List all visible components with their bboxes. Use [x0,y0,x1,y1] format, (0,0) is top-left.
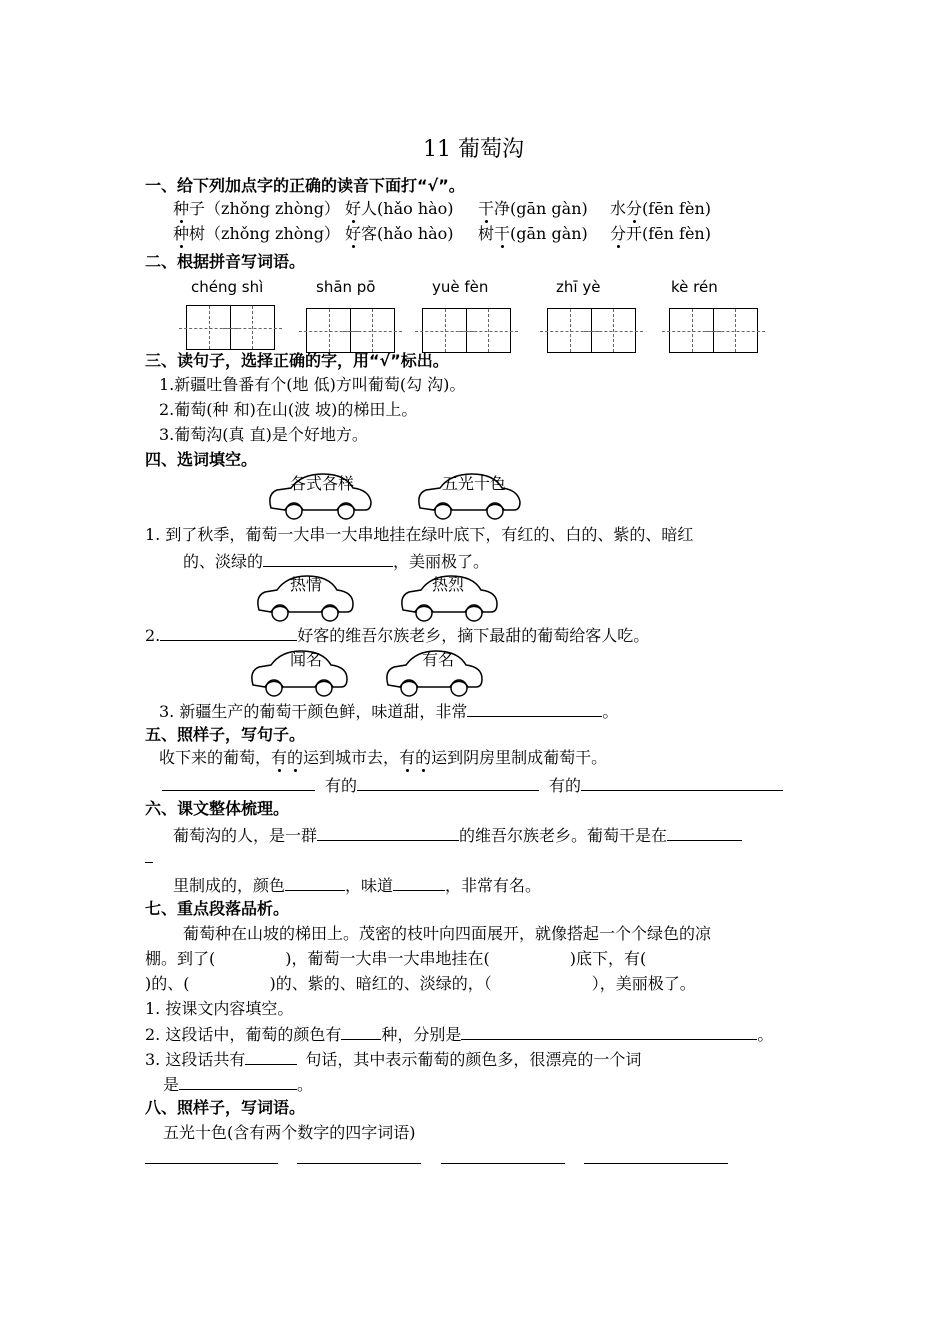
s5-sample-sentence: 收下来的葡萄，有的运到城市去，有的运到阴房里制成葡萄干。 [159,748,608,767]
car-word-4: 热烈 [432,575,465,594]
s4-q1-line-a: 1. 到了秋季，葡萄一大串一大串地挂在绿叶底下，有红的、白的、紫的、暗红 [145,525,694,544]
section-8-heading: 八、照样子，写词语。 [145,1098,306,1117]
pinyin-1: chéng shì [191,278,264,296]
pinyin-3: yuè fèn [432,278,489,296]
answer-blank[interactable] [160,626,297,641]
section-5-heading: 五、照样子，写句子。 [145,725,306,744]
emphasis-dot: 干 [478,199,495,218]
emphasis-dot: 干 [494,224,511,243]
s6-line-1: 葡萄沟的人，是一群 的维吾尔族老乡。葡萄干是在 [173,826,742,844]
answer-blank[interactable] [393,876,445,891]
s1-row2-item-d: 分开(fēn fèn) [610,224,711,243]
section-3-heading: 三、读句子，选择正确的字，用“√”标出。 [145,351,449,370]
s1-row2-item-a: 种树（zhǒng zhòng） [173,224,340,243]
emphasis-dot: 种 [173,224,190,243]
s3-line-3: 3.葡萄沟(真 直)是个好地方。 [159,425,368,444]
s3-line-1: 1.新疆吐鲁番有个(地 低)方叫葡萄(勾 沟)。 [159,375,466,394]
writing-grid-4[interactable] [547,308,636,353]
s1-row1-item-c: 干净(gān gàn) [478,199,588,218]
answer-blank[interactable] [667,826,742,841]
answer-blank[interactable] [357,776,539,791]
s1-row1-item-d: 水分(fēn fèn) [610,199,711,218]
s6-line-2: 里制成的，颜色 ，味道 ，非常有名。 [173,876,542,895]
pinyin-4: zhī yè [556,278,601,296]
writing-grid-3[interactable] [422,308,511,353]
pinyin-2: shān pō [316,278,376,296]
s8-sample: 五光十色(含有两个数字的四字词语) [163,1123,416,1142]
writing-grid-5[interactable] [669,308,758,353]
car-word-2: 五光十色 [442,474,507,493]
emphasis-dot: 好 [345,224,362,243]
s3-line-2: 2.葡萄(种 和)在山(波 坡)的梯田上。 [159,400,418,419]
s7-paragraph-line-1: 葡萄种在山坡的梯田上。茂密的枝叶向四面展开，就像搭起一个个绿色的凉 [183,924,712,943]
page-title: 11 葡萄沟 [423,137,524,162]
section-4-heading: 四、选词填空。 [145,450,258,469]
emphasis-dot: 分 [626,199,643,218]
answer-blank-tail [145,862,153,863]
emphasis-dot: 分 [610,224,627,243]
emphasis-dot: 种 [173,199,190,218]
emphasis-dot: 的 [415,748,432,767]
answer-blank[interactable] [145,1163,278,1164]
emphasis-dot: 有 [271,748,288,767]
answer-blank[interactable] [461,1025,757,1040]
answer-blank[interactable] [263,552,393,567]
answer-blank[interactable] [467,702,602,717]
s7-paragraph-line-3: )的、( )的、紫的、暗红的、淡绿的，（ ），美丽极了。 [145,974,696,993]
car-word-5: 闻名 [290,650,323,669]
pinyin-5: kè rén [671,278,718,296]
answer-blank[interactable] [297,1163,421,1164]
answer-blank[interactable] [179,1075,297,1090]
emphasis-dot: 有 [399,748,416,767]
car-word-1: 各式各样 [290,474,355,493]
s7-question-3-cont: 是 。 [163,1075,314,1094]
s1-row2-item-b: 好客(hǎo hào) [345,224,454,243]
answer-blank[interactable] [584,1163,728,1164]
s4-q1-line-b: 的、淡绿的 ，美丽极了。 [183,552,490,571]
s7-question-2: 2. 这段话中，葡萄的颜色有 种，分别是 。 [145,1025,774,1044]
s4-q2-line: 2. 好客的维吾尔族老乡，摘下最甜的葡萄给客人吃。 [145,626,650,645]
s5-answer-line: 有的 有的 [162,776,783,794]
answer-blank[interactable] [162,776,315,791]
s4-q3-line: 3. 新疆生产的葡萄干颜色鲜，味道甜，非常 。 [159,702,619,721]
s7-paragraph-line-2: 棚。到了( )，葡萄一大串一大串地挂在( )底下，有( [145,949,647,968]
s7-question-3: 3. 这段话共有 句话，其中表示葡萄的颜色多，很漂亮的一个词 [145,1050,642,1069]
answer-blank[interactable] [245,1050,297,1065]
s7-question-1: 1. 按课文内容填空。 [145,999,294,1018]
section-6-heading: 六、课文整体梳理。 [145,799,290,818]
answer-blank[interactable] [581,776,783,791]
answer-blank[interactable] [317,826,459,841]
answer-blank[interactable] [341,1025,381,1040]
emphasis-dot: 好 [345,199,362,218]
emphasis-dot: 的 [287,748,304,767]
writing-grid-2[interactable] [306,308,395,353]
answer-blank[interactable] [441,1163,565,1164]
answer-blank[interactable] [285,876,345,891]
section-1-heading: 一、给下列加点字的正确的读音下面打“√”。 [145,176,465,195]
s1-row2-item-c: 树干(gān gàn) [478,224,588,243]
section-2-heading: 二、根据拼音写词语。 [145,252,306,271]
s1-row1-item-a: 种子（zhǒng zhòng） [173,199,340,218]
car-word-3: 热情 [290,575,323,594]
section-7-heading: 七、重点段落品析。 [145,899,290,918]
car-word-6: 有名 [422,650,455,669]
s1-row1-item-b: 好人(hǎo hào) [345,199,454,218]
writing-grid-1[interactable] [186,305,275,350]
